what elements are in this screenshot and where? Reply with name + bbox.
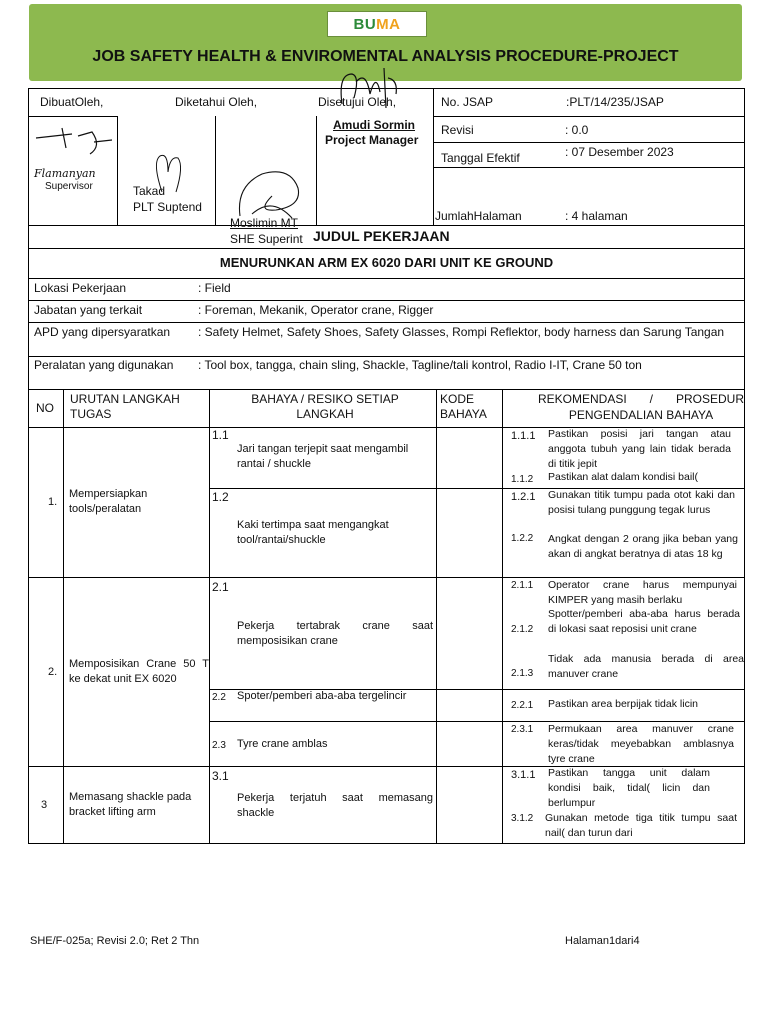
company-logo: BU MA bbox=[327, 11, 427, 37]
info-value-jabatan: : Foreman, Mekanik, Operator crane, Rigger bbox=[198, 303, 434, 317]
info-label-jabatan: Jabatan yang terkait bbox=[34, 303, 143, 317]
info-label-peralatan: Peralatan yang digunakan bbox=[34, 358, 174, 372]
info-label-lokasi: Lokasi Pekerjaan bbox=[34, 281, 127, 295]
header-pengendalian: PENGENDALIAN BAHAYA bbox=[568, 408, 714, 422]
she-role: SHE Superint bbox=[230, 232, 303, 246]
footer-form-code: SHE/F-025a; Revisi 2.0; Ret 2 Thn bbox=[30, 935, 200, 947]
control-text: Tidak ada manusia berada di area manuver crane bbox=[548, 653, 744, 680]
control-text: Permukaan area manuver crane keras/tidak meyebabkan amblasnya tyre crane bbox=[548, 723, 734, 765]
tanggal-value: : 07 Desember 2023 bbox=[565, 145, 674, 159]
control-no: 2.1.3 bbox=[511, 668, 534, 679]
supervisor-signature bbox=[32, 124, 116, 166]
control-no: 2.1.2 bbox=[511, 624, 534, 635]
control-text: Operator crane harus mempunyai KIMPER yang masih berlaku bbox=[548, 579, 737, 606]
control-no: 1.1.2 bbox=[511, 474, 534, 485]
control-text: Angkat dengan 2 orang jika beban yang akan di angkat beratnya di atas 18 kg bbox=[548, 533, 738, 560]
control-no: 2.1.1 bbox=[511, 580, 534, 591]
control-text: Gunakan metode tiga titik tumpu saat nail( dan turun dari bbox=[545, 812, 737, 839]
she-name: Moslimin MT bbox=[230, 216, 298, 230]
info-value-peralatan: : Tool box, tangga, chain sling, Shackle, Tagline/tali kontrol, Radio I-IT, Crane 50 ton bbox=[198, 358, 642, 372]
revisi-value: : 0.0 bbox=[565, 123, 589, 137]
control-no: 2.2.1 bbox=[511, 700, 534, 711]
control-text: Pastikan posisi jari tangan atau anggota tubuh yang lain tidak berada di titik jepit bbox=[548, 428, 731, 470]
revisi-label: Revisi bbox=[441, 123, 474, 137]
hazard-text: Pekerja tertabrak crane saat memposisikan crane bbox=[237, 620, 433, 647]
hazard-text: Spoter/pemberi aba-aba tergelincir bbox=[237, 690, 407, 702]
control-no: 1.2.1 bbox=[511, 491, 536, 503]
supervisor-name: Flamanyan bbox=[34, 167, 96, 180]
step-task: Memposisikan Crane 50 T ke dekat unit EX 6020 bbox=[69, 658, 209, 685]
disetujui-label: Disetujui Oleh, bbox=[318, 95, 397, 109]
hazard-no: 1.1 bbox=[212, 428, 229, 442]
takad-role: PLT Suptend bbox=[133, 200, 202, 214]
pm-name: Amudi Sormin bbox=[333, 118, 416, 132]
header-urutan: URUTAN LANGKAH TUGAS bbox=[70, 392, 180, 421]
info-value-lokasi: : Field bbox=[198, 281, 231, 295]
she-signature bbox=[232, 166, 312, 222]
step-no: 3 bbox=[41, 799, 48, 811]
halaman-value: : 4 halaman bbox=[565, 209, 628, 223]
control-no: 3.1.1 bbox=[511, 769, 536, 781]
header-bahaya: BAHAYA / RESIKO SETIAP LANGKAH bbox=[251, 392, 399, 421]
dibuat-label: DibuatOleh, bbox=[40, 95, 104, 109]
pm-signature bbox=[336, 64, 406, 120]
info-label-apd: APD yang dipersyaratkan bbox=[34, 325, 171, 339]
step-no: 1. bbox=[48, 496, 58, 508]
control-text: Pastikan area berpijak tidak licin bbox=[548, 698, 698, 710]
info-value-apd: : Safety Helmet, Safety Shoes, Safety Glasses, Rompi Reflektor, body harness dan Sarung Tangan bbox=[198, 325, 725, 339]
header-rekomendasi: REKOMENDASI / PROSEDUR bbox=[538, 392, 744, 406]
control-no: 3.1.2 bbox=[511, 813, 534, 824]
control-text: Spotter/pemberi aba-aba harus berada di lokasi saat reposisi unit crane bbox=[548, 608, 740, 635]
step-no: 2. bbox=[48, 666, 58, 678]
tanggal-label: Tanggal Efektif bbox=[441, 151, 520, 165]
jsap-value: :PLT/14/235/JSAP bbox=[566, 95, 664, 109]
step-task: Mempersiapkan tools/peralatan bbox=[69, 488, 148, 515]
takad-name: Takad bbox=[133, 184, 166, 198]
hazard-text: Tyre crane amblas bbox=[237, 738, 328, 750]
hazard-text: Pekerja terjatuh saat memasang shackle bbox=[237, 792, 433, 819]
control-text: Gunakan titik tumpu pada otot kaki dan posisi tulang punggung tegak lurus bbox=[548, 489, 735, 516]
jsap-label: No. JSAP bbox=[441, 95, 494, 109]
supervisor-role: Supervisor bbox=[45, 181, 93, 192]
hazard-no: 2.2 bbox=[212, 692, 226, 703]
diketahui-label: Diketahui Oleh, bbox=[175, 95, 258, 109]
control-no: 2.3.1 bbox=[511, 724, 534, 735]
control-no: 1.2.2 bbox=[511, 533, 534, 544]
judul-value: MENURUNKAN ARM EX 6020 DARI UNIT KE GROUND bbox=[219, 255, 554, 270]
hazard-no: 3.1 bbox=[212, 769, 229, 783]
judul-label: JUDUL PEKERJAAN bbox=[313, 228, 450, 244]
document-title: JOB SAFETY HEALTH & ENVIROMENTAL ANALYSIS PROCEDURE-PROJECT bbox=[92, 48, 679, 65]
hazard-no: 2.3 bbox=[212, 740, 226, 751]
control-text: Pastikan tangga unit dalam kondisi baik, tidal( licin dan berlumpur bbox=[548, 767, 710, 809]
hazard-no: 1.2 bbox=[212, 490, 229, 504]
header-no: NO bbox=[36, 401, 54, 415]
pm-role: Project Manager bbox=[325, 133, 419, 147]
step-task: Memasang shackle pada bracket lifting arm bbox=[69, 791, 192, 818]
hazard-no: 2.1 bbox=[212, 580, 229, 594]
header-kode: KODE BAHAYA bbox=[440, 392, 487, 421]
control-text: Pastikan alat dalam kondisi bail( bbox=[548, 471, 698, 483]
control-no: 1.1.1 bbox=[511, 430, 536, 442]
hazard-text: Kaki tertimpa saat mengangkat tool/rantai/shuckle bbox=[237, 519, 389, 546]
hazard-text: Jari tangan terjepit saat mengambil rantai / shuckle bbox=[237, 443, 409, 470]
halaman-label: JumlahHalaman bbox=[435, 209, 522, 223]
footer-page-number: Halaman1dari4 bbox=[565, 935, 640, 947]
